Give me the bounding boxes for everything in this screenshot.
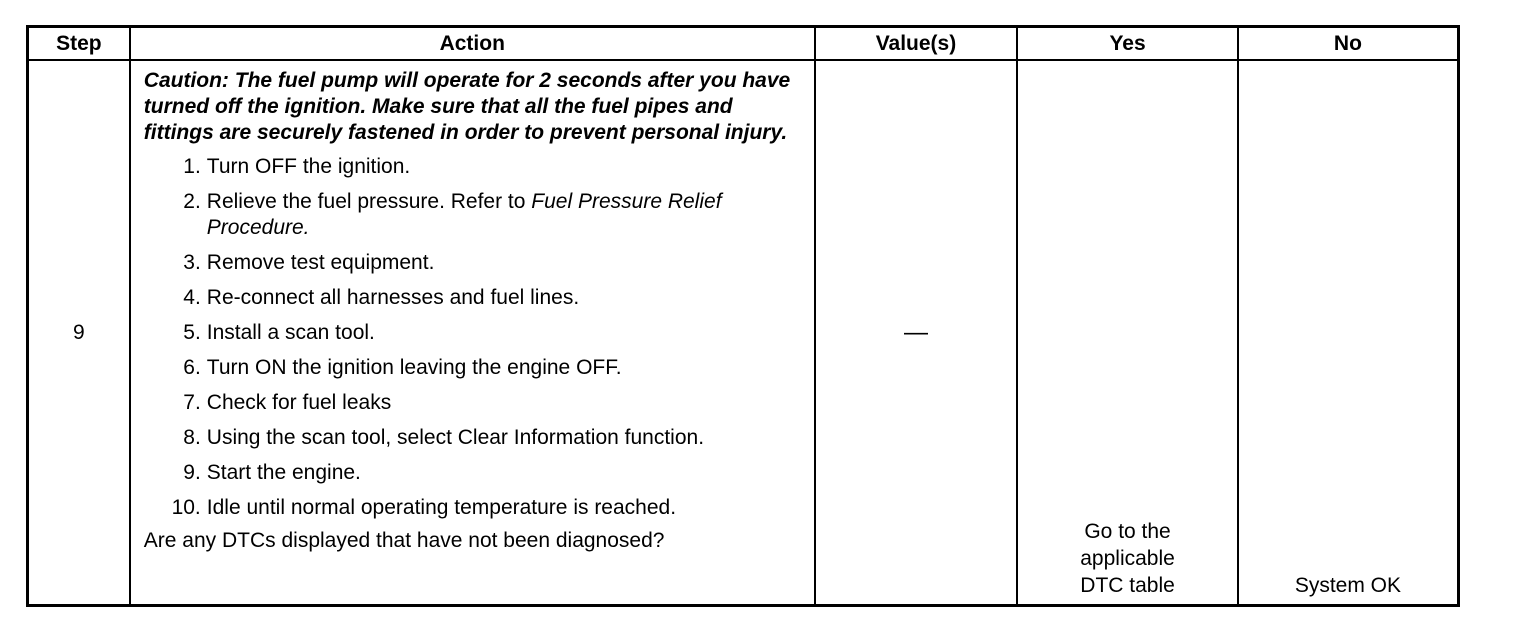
yes-result: Go to the applicable DTC table xyxy=(1080,520,1175,597)
step-number: 9 xyxy=(28,60,130,606)
step-item-number: 9. xyxy=(183,461,201,484)
header-values: Value(s) xyxy=(815,27,1018,61)
yes-cell xyxy=(1017,60,1238,606)
header-yes: Yes xyxy=(1017,27,1238,61)
step-item-text: Turn ON the ignition leaving the engine OFF. xyxy=(206,356,622,379)
step-item-text: Install a scan tool. xyxy=(206,321,375,344)
step-item-text: Start the engine. xyxy=(206,461,361,484)
step-item-number: 10. xyxy=(171,496,201,519)
list-item xyxy=(144,425,806,451)
header-action: Action xyxy=(130,27,815,61)
table-row xyxy=(28,60,1459,606)
header-step: Step xyxy=(28,27,130,61)
list-item xyxy=(144,355,806,381)
step-item-number: 2. xyxy=(183,190,201,213)
action-steps xyxy=(144,154,806,521)
step-item-text: Check for fuel leaks xyxy=(206,391,392,414)
action-cell xyxy=(130,60,815,606)
diagnostic-table xyxy=(26,25,1460,607)
values-cell: — xyxy=(815,60,1018,606)
header-row xyxy=(28,27,1459,61)
caution-text: Caution: The fuel pump will operate for 2 seconds after you have turned off the ignition. Make sure that all the fuel pipes and fittings are securely fastened in order to prevent personal injury. xyxy=(143,69,791,144)
header-no: No xyxy=(1238,27,1459,61)
list-item xyxy=(144,154,806,180)
list-item xyxy=(144,250,806,276)
list-item xyxy=(144,495,806,521)
step-item-number: 8. xyxy=(183,426,201,449)
step-item-number: 6. xyxy=(183,356,201,379)
procedure-reference: Fuel Pressure Relief Procedure. xyxy=(206,190,722,239)
list-item xyxy=(144,285,806,311)
step-item-text: Idle until normal operating temperature is reached. xyxy=(206,496,677,519)
step-item-text: Relieve the fuel pressure. Refer to xyxy=(206,190,532,213)
list-item xyxy=(144,189,806,241)
step-item-text: Re-connect all harnesses and fuel lines. xyxy=(206,286,580,309)
step-item-number: 1. xyxy=(183,155,201,178)
step-item-number: 7. xyxy=(183,391,201,414)
diagnostic-question: Are any DTCs displayed that have not been diagnosed? xyxy=(143,529,665,552)
list-item xyxy=(144,460,806,486)
step-item-number: 3. xyxy=(183,251,201,274)
list-item xyxy=(144,390,806,416)
no-result: System OK xyxy=(1238,60,1459,606)
step-item-text: Turn OFF the ignition. xyxy=(206,155,411,178)
step-item-number: 5. xyxy=(183,321,201,344)
step-item-number: 4. xyxy=(183,286,201,309)
step-item-text: Using the scan tool, select Clear Information function. xyxy=(206,426,705,449)
step-item-text: Remove test equipment. xyxy=(206,251,435,274)
list-item xyxy=(144,320,806,346)
step-item-text-with-ref xyxy=(207,189,806,241)
